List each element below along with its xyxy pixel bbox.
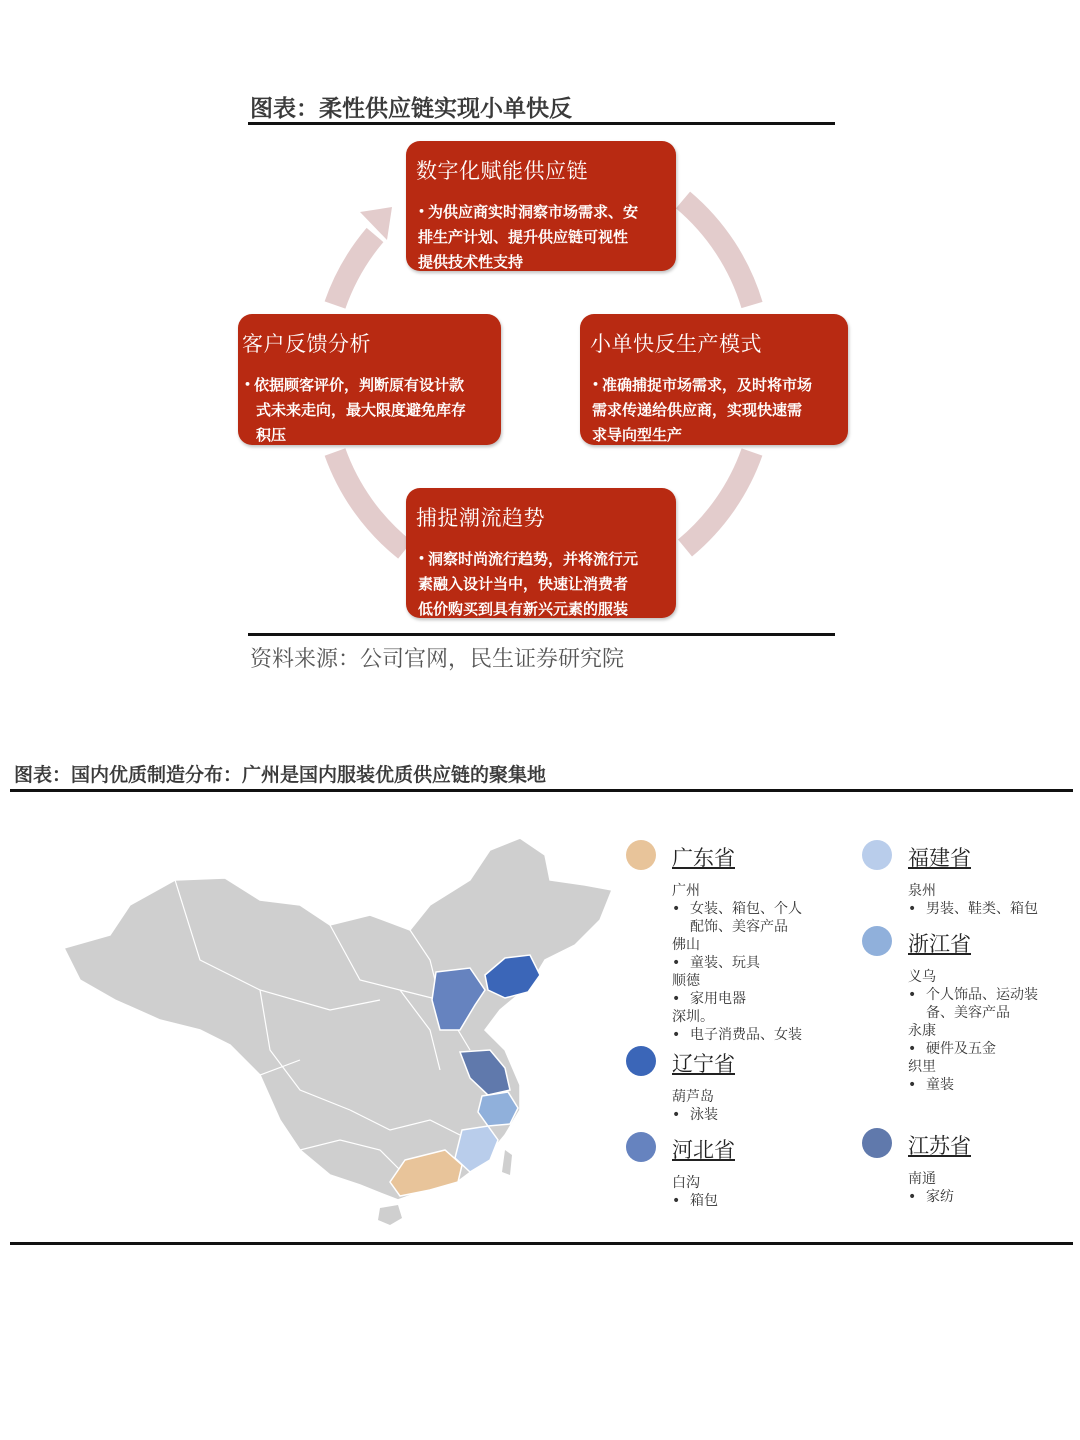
- legend-dot-guangdong: [626, 840, 656, 870]
- legend-dot-fujian: [862, 840, 892, 870]
- source-note: 资料来源：公司官网，民生证券研究院: [250, 647, 625, 672]
- product-item: • 泳装: [672, 1107, 718, 1123]
- legend-zhejiang: 浙江省: [908, 932, 971, 956]
- city-label: 葫芦岛: [672, 1089, 714, 1105]
- legend-dot-jiangsu: [862, 1128, 892, 1158]
- product-item: • 家用电器: [672, 991, 746, 1007]
- product-item: • 电子消费品、女装: [672, 1027, 802, 1043]
- box-title: 客户反馈分析: [242, 332, 371, 356]
- legend-guangdong: 广东省: [672, 846, 735, 870]
- legend-dot-liaoning: [626, 1046, 656, 1076]
- legend-fujian: 福建省: [908, 846, 971, 870]
- product-item: • 童装、玩具: [672, 955, 760, 971]
- map-bottom-rule: [10, 1242, 1073, 1245]
- city-label: 顺德: [672, 973, 700, 989]
- city-label: 白沟: [672, 1175, 700, 1191]
- city-label: 永康: [908, 1023, 936, 1039]
- city-label: 织里: [908, 1059, 936, 1075]
- map-base-outline: [64, 838, 612, 1200]
- product-item: • 女装、箱包、个人: [672, 901, 802, 917]
- box-title: 小单快反生产模式: [590, 332, 762, 356]
- box-body: • 为供应商实时洞察市场需求、安 排生产计划、提升供应链可视性 提供技术性支持: [418, 203, 639, 271]
- box-title: 捕捉潮流趋势: [416, 506, 545, 530]
- city-label: 泉州: [908, 883, 936, 899]
- box-body: • 依据顾客评价，判断原有设计款 式未来走向，最大限度避免库存 积压: [244, 376, 467, 444]
- legend-jiangsu: 江苏省: [908, 1134, 971, 1158]
- product-item: 配饰、美容产品: [690, 919, 788, 935]
- product-item: • 家纺: [908, 1189, 954, 1205]
- product-item: • 个人饰品、运动装: [908, 987, 1038, 1003]
- product-item: • 硬件及五金: [908, 1041, 996, 1057]
- legend-liaoning: 辽宁省: [672, 1052, 735, 1076]
- diagram-title: 图表：柔性供应链实现小单快反: [250, 96, 572, 122]
- legend-dot-hebei: [626, 1132, 656, 1162]
- city-label: 深圳。: [672, 1009, 714, 1025]
- product-item: • 箱包: [672, 1193, 718, 1209]
- legend-dot-zhejiang: [862, 926, 892, 956]
- box-body: • 准确捕捉市场需求，及时将市场 需求传递给供应商，实现快速需 求导向型生产: [592, 376, 813, 444]
- box-title: 数字化赋能供应链: [416, 159, 588, 183]
- legend-hebei: 河北省: [672, 1138, 735, 1162]
- taiwan-island: [502, 1150, 512, 1175]
- city-label: 南通: [908, 1171, 936, 1187]
- city-label: 佛山: [672, 937, 700, 953]
- product-item: • 童装: [908, 1077, 954, 1093]
- city-label: 义乌: [908, 969, 936, 985]
- box-body: • 洞察时尚流行趋势，并将流行元 素融入设计当中，快速让消费者 低价购买到具有新兴元素的服装: [418, 550, 639, 618]
- map-title: 图表：国内优质制造分布：广州是国内服装优质供应链的聚集地: [14, 764, 547, 786]
- city-label: 广州: [672, 883, 700, 899]
- map-zhejiang: [478, 1092, 518, 1126]
- product-item: • 男装、鞋类、箱包: [908, 901, 1038, 917]
- product-item: 备、美容产品: [926, 1005, 1010, 1021]
- hainan-island: [378, 1205, 402, 1225]
